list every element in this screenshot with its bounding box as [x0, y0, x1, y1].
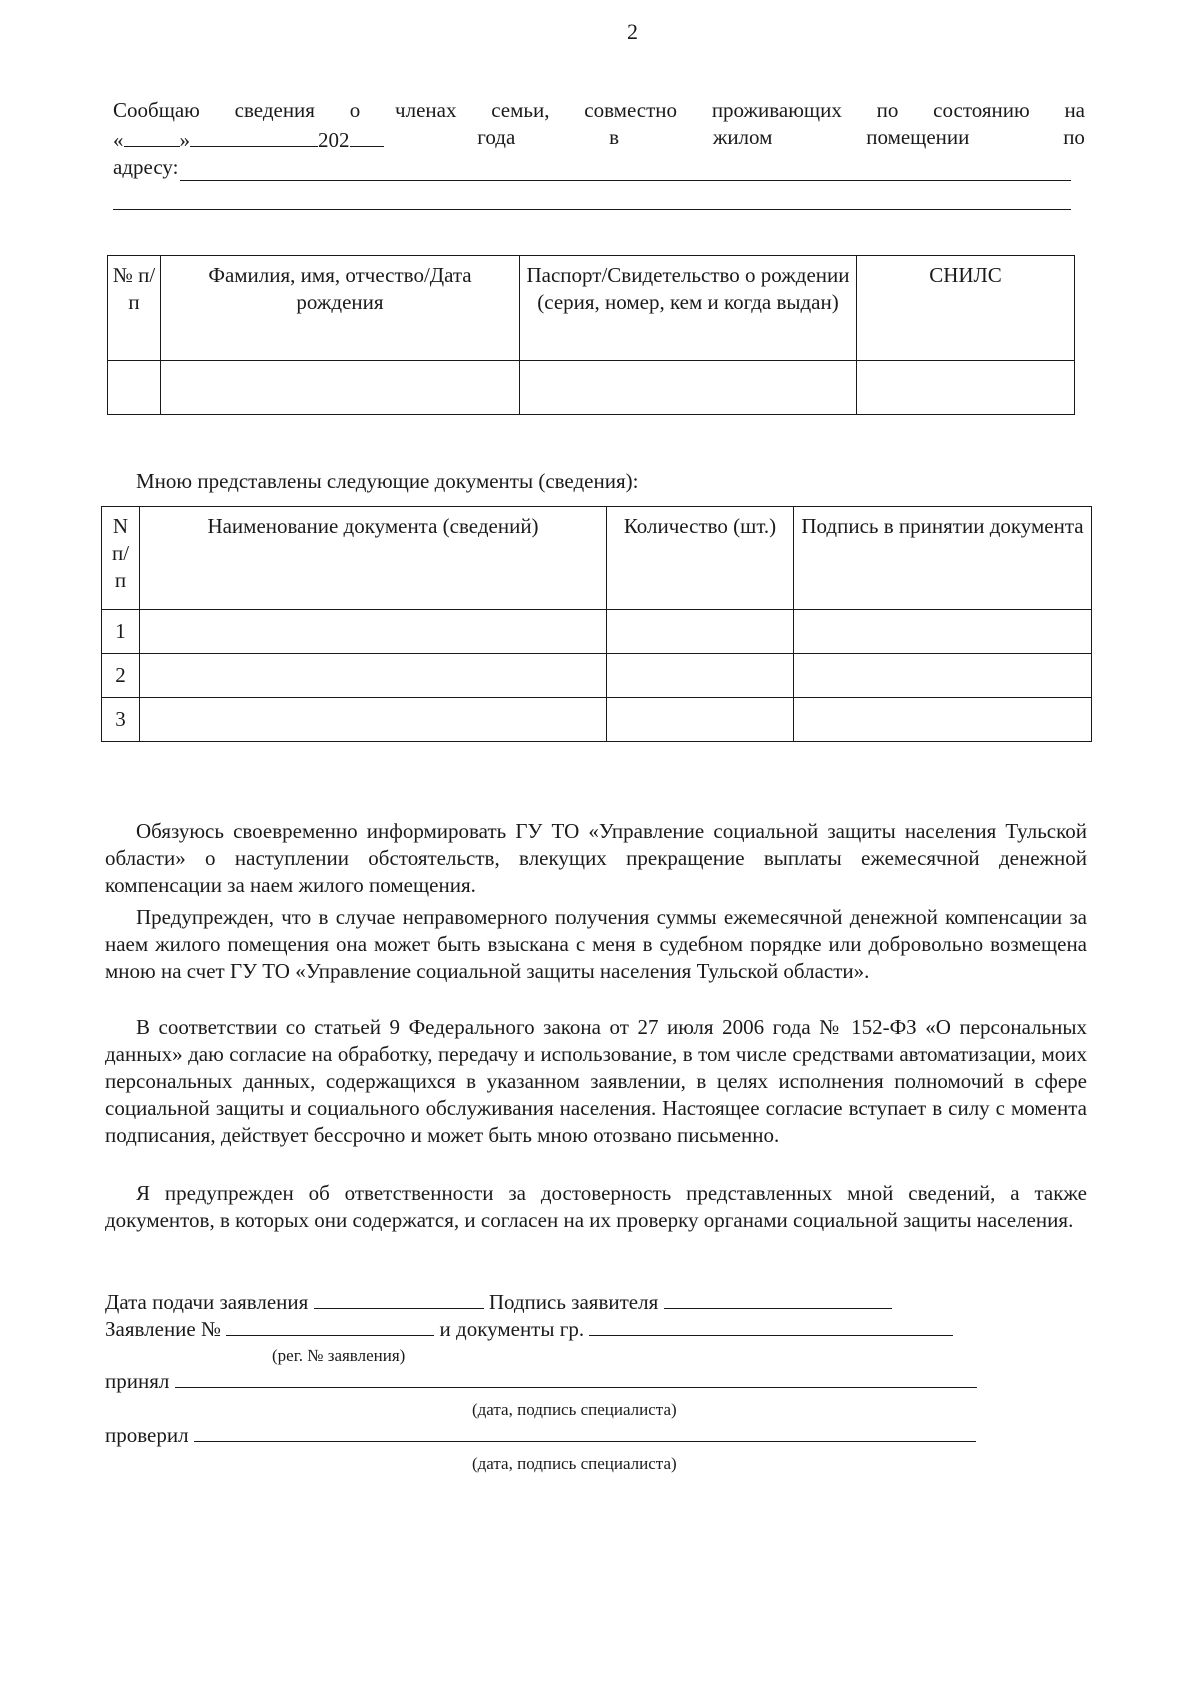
header-cell: Наименование документа (сведений): [140, 507, 607, 610]
header-cell: № п/п: [108, 256, 161, 361]
documents-table: [101, 506, 1092, 742]
table-row: [102, 698, 1092, 742]
checked-row: [105, 1421, 976, 1449]
application-no-label: Заявление №: [105, 1317, 222, 1341]
paragraph-obligation: Обязуюсь своевременно информировать ГУ ТО «Управление социальной защиты населения Тульской области» о наступлении обстоятельств, влекущих прекращение выплаты ежемесячной денежной компенсации за наем жилого помещения.: [105, 819, 1087, 897]
table-row: [102, 654, 1092, 698]
table-cell[interactable]: [140, 610, 607, 654]
paragraph-consent: В соответствии со статьей 9 Федерального закона от 27 июля 2006 года № 152-ФЗ «О персональных данных» даю согласие на обработку, передачу и использование, в том числе средствами автоматизации, моих персональных данных, содержащихся в указанном заявлении, в целях исполнения полномочий в сфере социальной защиты и социального обслуживания населения. Настоящее согласие вступает в силу с момента подписания, действует бессрочно и может быть мною отозвано письменно.: [105, 1015, 1087, 1147]
table-cell[interactable]: [857, 361, 1075, 415]
application-no-blank[interactable]: [226, 1315, 434, 1336]
documents-caption: Мною представлены следующие документы (сведения):: [136, 469, 639, 493]
table-cell[interactable]: [108, 361, 161, 415]
row-number: 1: [102, 610, 140, 654]
year-prefix: 202: [318, 128, 350, 152]
intro-word: семьи,: [491, 98, 550, 122]
intro-line-2: [113, 124, 1085, 154]
table-header-row: [102, 507, 1092, 610]
applicant-signature-blank[interactable]: [664, 1288, 892, 1309]
intro-word: по: [876, 98, 899, 122]
table-row: [108, 361, 1075, 415]
table-cell[interactable]: [794, 610, 1092, 654]
table-cell[interactable]: [607, 610, 794, 654]
intro-word: состоянию: [933, 98, 1030, 122]
intro-word: совместно: [584, 98, 678, 122]
header-cell: Фамилия, имя, отчество/Дата рождения: [161, 256, 520, 361]
intro-word: сведения: [234, 98, 315, 122]
header-cell: N п/ п: [102, 507, 140, 610]
table-header-row: [108, 256, 1075, 361]
family-table: [107, 255, 1075, 415]
header-cell: Паспорт/Свидетельство о рождении (серия, номер, кем и когда выдан): [520, 256, 857, 361]
date-blank[interactable]: [314, 1288, 484, 1309]
row-number: 3: [102, 698, 140, 742]
table-cell[interactable]: [140, 698, 607, 742]
checked-blank[interactable]: [194, 1421, 976, 1442]
day-blank[interactable]: [124, 124, 180, 147]
table-cell[interactable]: [161, 361, 520, 415]
signature-row-2: [105, 1315, 953, 1343]
quote-close: »: [179, 128, 190, 152]
documents-owner-blank[interactable]: [589, 1315, 953, 1336]
reg-no-hint: (рег. № заявления): [272, 1346, 406, 1365]
paragraph-responsibility: Я предупрежден об ответственности за достоверность представленных мной сведений, а также документов, в которых они содержатся, и согласен на их проверку органами социальной защиты населения.: [105, 1181, 1087, 1232]
table-cell[interactable]: [140, 654, 607, 698]
intro-word: года: [477, 125, 516, 149]
signature-row-1: [105, 1288, 892, 1316]
intro-word: Сообщаю: [113, 98, 200, 122]
page-number: 2: [627, 19, 638, 44]
table-cell[interactable]: [794, 654, 1092, 698]
table-cell[interactable]: [794, 698, 1092, 742]
intro-word: членах: [395, 98, 457, 122]
table-cell[interactable]: [520, 361, 857, 415]
specialist-hint: (дата, подпись специалиста): [472, 1454, 677, 1473]
quote-open: «: [113, 128, 124, 152]
year-blank[interactable]: [350, 124, 384, 147]
address-label: адресу:: [113, 155, 179, 179]
accepted-blank[interactable]: [175, 1367, 977, 1388]
address-line: [113, 154, 1085, 181]
intro-word: на: [1064, 98, 1085, 122]
header-cell: Подпись в принятии документа: [794, 507, 1092, 610]
specialist-hint: (дата, подпись специалиста): [472, 1400, 677, 1419]
intro-word: жилом: [712, 125, 773, 149]
table-cell[interactable]: [607, 654, 794, 698]
month-blank[interactable]: [190, 124, 318, 147]
intro-block: [113, 97, 1085, 210]
accepted-label: принял: [105, 1369, 170, 1393]
address-blank[interactable]: [180, 158, 1071, 181]
intro-word: в: [609, 125, 620, 149]
accepted-row: [105, 1367, 977, 1395]
paragraph-warning: Предупрежден, что в случае неправомерного получения суммы ежемесячной денежной компенсации за наем жилого помещения она может быть взыскана с меня в судебном порядке или добровольно возмещена мною на счет ГУ ТО «Управление социальной защиты населения Тульской области».: [105, 905, 1087, 983]
checked-label: проверил: [105, 1423, 189, 1447]
address-blank-2[interactable]: [113, 181, 1071, 210]
intro-word: помещении: [866, 125, 970, 149]
date-label: Дата подачи заявления: [105, 1290, 309, 1314]
row-number: 2: [102, 654, 140, 698]
applicant-signature-label: Подпись заявителя: [488, 1290, 659, 1314]
intro-word: проживающих: [711, 98, 842, 122]
date-field[interactable]: [113, 124, 384, 154]
header-cell: СНИЛС: [857, 256, 1075, 361]
header-cell: Количество (шт.): [607, 507, 794, 610]
documents-label: и документы гр.: [439, 1317, 585, 1341]
intro-word: о: [349, 98, 361, 122]
intro-word: по: [1063, 125, 1085, 149]
intro-line-1: [113, 97, 1085, 124]
table-cell[interactable]: [607, 698, 794, 742]
table-row: [102, 610, 1092, 654]
